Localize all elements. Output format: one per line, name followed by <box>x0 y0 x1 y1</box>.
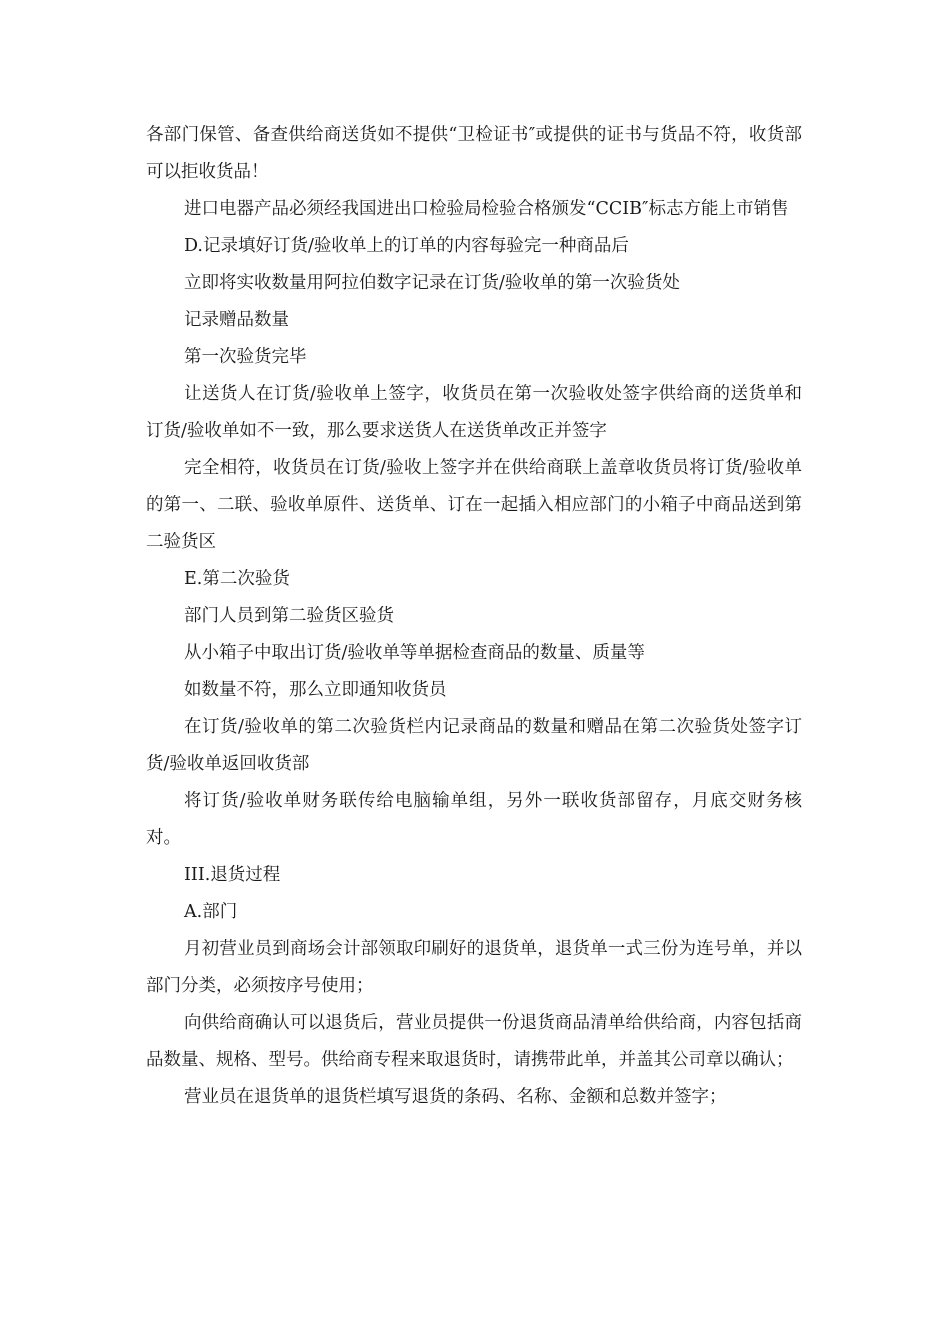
paragraph: 记录赠品数量 <box>184 310 289 330</box>
paragraph: 从小箱子中取出订货/验收单等单据检查商品的数量、质量等 <box>184 643 645 663</box>
section-heading: E.第二次验货 <box>184 569 290 589</box>
section-heading: III.退货过程 <box>184 865 281 885</box>
paragraph: 在订货/验收单的第二次验货栏内记录商品的数量和赠品在第二次验货处签字订货/验收单返回收货部 <box>146 717 802 774</box>
paragraph: 各部门保管、备查供给商送货如不提供“卫检证书″或提供的证书与货品不符，收货部可以拒收货品！ <box>146 125 802 182</box>
paragraph: 月初营业员到商场会计部领取印刷好的退货单，退货单一式三份为连号单，并以部门分类，必须按序号使用； <box>146 939 802 996</box>
paragraph: 将订货/验收单财务联传给电脑输单组，另外一联收货部留存，月底交财务核对。 <box>146 791 802 848</box>
paragraph: 营业员在退货单的退货栏填写退货的条码、名称、金额和总数并签字； <box>184 1087 727 1107</box>
document-body <box>146 117 802 1116</box>
paragraph: 进口电器产品必须经我国进出口检验局检验合格颁发“CCIB″标志方能上市销售 <box>184 199 789 219</box>
paragraph: 向供给商确认可以退货后，营业员提供一份退货商品清单给供给商，内容包括商品数量、规格、型号。供给商专程来取退货时，请携带此单，并盖其公司章以确认； <box>146 1013 802 1070</box>
paragraph: 部门人员到第二验货区验货 <box>184 606 394 626</box>
paragraph: 第一次验货完毕 <box>184 347 307 367</box>
paragraph: 完全相符，收货员在订货/验收上签字并在供给商联上盖章收货员将订货/验收单的第一、二联、验收单原件、送货单、订在一起插入相应部门的小箱子中商品送到第二验货区 <box>146 458 802 552</box>
paragraph: 立即将实收数量用阿拉伯数字记录在订货/验收单的第一次验货处 <box>184 273 680 293</box>
paragraph: D.记录填好订货/验收单上的订单的内容每验完一种商品后 <box>184 236 629 256</box>
paragraph: 让送货人在订货/验收单上签字，收货员在第一次验收处签字供给商的送货单和订货/验收单如不一致，那么要求送货人在送货单改正并签字 <box>146 384 802 441</box>
section-heading: A.部门 <box>184 902 238 922</box>
paragraph: 如数量不符，那么立即通知收货员 <box>184 680 447 700</box>
